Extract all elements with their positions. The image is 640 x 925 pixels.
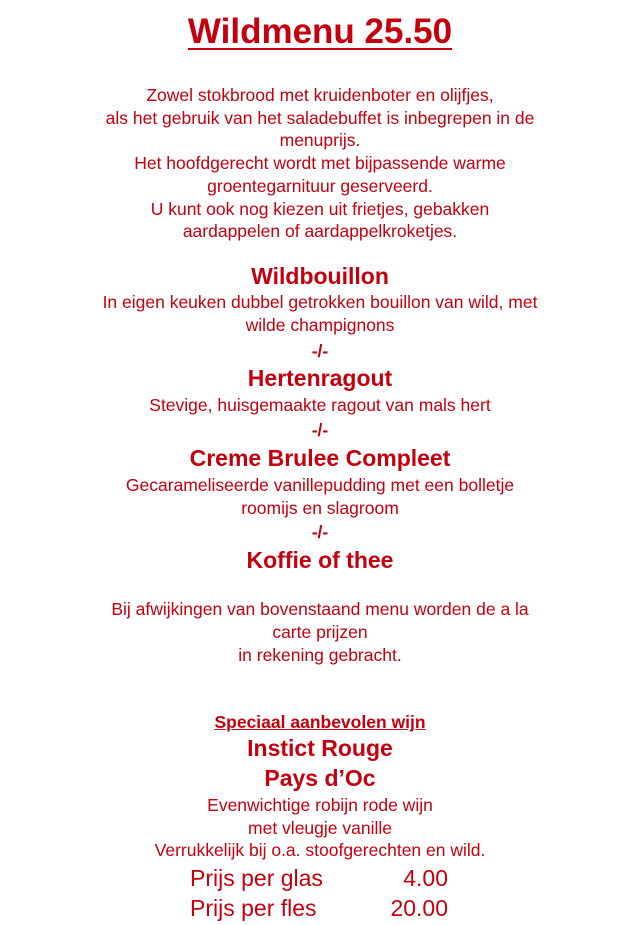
course-separator: -/- (311, 420, 329, 440)
price-value: 20.00 (390, 895, 448, 921)
note-line: carte prijzen (272, 622, 368, 642)
price-row-bottle (0, 893, 640, 923)
description-line: Stevige, huisgemaakte ragout van mals hert (149, 395, 491, 415)
course-separator: -/- (311, 522, 329, 542)
price-row-glass (0, 863, 640, 893)
note-line: Bij afwijkingen van bovenstaand menu worden de a la (111, 599, 529, 619)
intro-line: Het hoofdgerecht wordt met bijpassende warme (134, 153, 506, 174)
intro-line: menuprijs. (279, 130, 361, 151)
wine-description-line: Evenwichtige robijn rode wijn (207, 795, 433, 815)
course-name-wildbouillon: Wildbouillon (251, 263, 389, 289)
price-label: Prijs per glas (190, 865, 323, 891)
price-label: Prijs per fles (190, 895, 317, 921)
course-name-creme-brulee: Creme Brulee Compleet (189, 445, 451, 471)
price-value: 4.00 (403, 865, 448, 891)
intro-line: als het gebruik van het saladebuffet is inbegrepen in de (105, 107, 535, 128)
course-name-hertenragout: Hertenragout (247, 365, 393, 391)
wine-name: Instict Rouge (247, 735, 393, 761)
intro-line: U kunt ook nog kiezen uit frietjes, gebakken (150, 198, 490, 219)
course-name-koffie: Koffie of thee (246, 547, 394, 573)
course-description (0, 474, 640, 519)
course-separator: -/- (311, 341, 329, 361)
intro-line: Zowel stokbrood met kruidenboter en olijfjes, (146, 85, 494, 105)
wine-description-line: Verrukkelijk bij o.a. stoofgerechten en wild. (154, 840, 486, 860)
description-line: wilde champignons (245, 314, 395, 335)
description-line: In eigen keuken dubbel getrokken bouillon van wild, met (102, 292, 538, 312)
course-description (0, 291, 640, 336)
description-line: Gecarameliseerde vanillepudding met een bolletje (125, 475, 515, 495)
intro-line: groentegarnituur geserveerd. (207, 175, 433, 196)
wine-region: Pays d’Oc (264, 765, 376, 791)
description-line: roomijs en slagroom (241, 497, 399, 518)
wine-description-line: met vleugje vanille (248, 817, 392, 838)
pricing-note (0, 598, 640, 667)
note-line: in rekening gebracht. (238, 645, 402, 665)
intro-line: aardappelen of aardappelkroketjes. (182, 221, 458, 242)
wine-description (0, 794, 640, 862)
intro-text (0, 84, 640, 243)
course-description (0, 394, 640, 417)
wine-heading: Speciaal aanbevolen wijn (214, 712, 426, 732)
menu-title: Wildmenu 25.50 (187, 12, 453, 51)
